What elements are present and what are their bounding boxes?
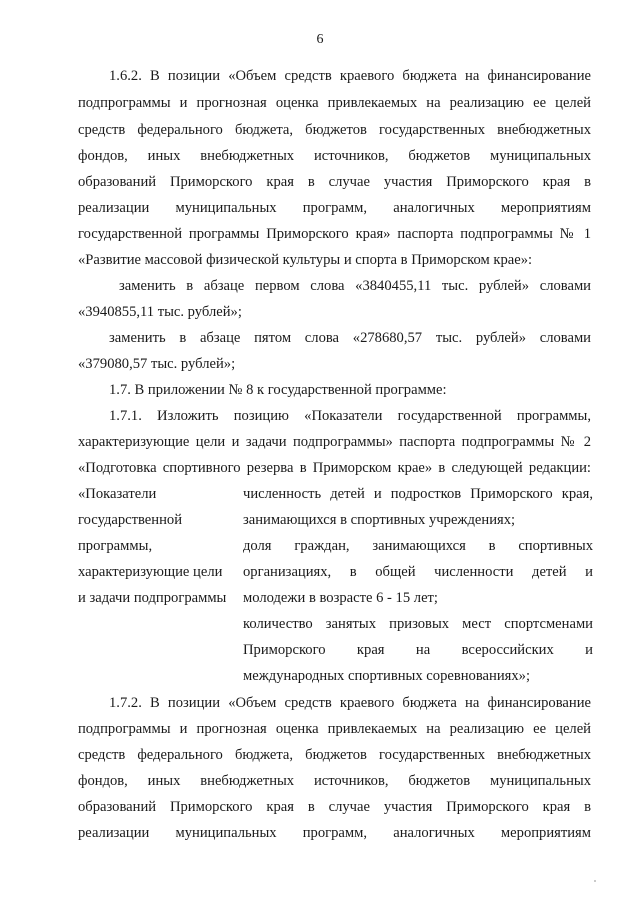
replacement-2-line: «379080,57 тыс. рублей»;	[78, 356, 236, 372]
paragraph-1-7-2-line: 1.7.2. В позиции «Объем средств краевого бюджета на финансирование	[109, 695, 591, 711]
paragraph-1-6-2-line: «Развитие массовой физической культуры и спорта в Приморском крае»:	[78, 252, 533, 268]
table-left-cell-line: программы,	[78, 538, 153, 554]
table-right-cell-line: доля граждан, занимающихся в спортивных	[243, 538, 593, 554]
paragraph-1-6-2-line: образований Приморского края в случае участия Приморского края в	[78, 174, 591, 190]
paragraph-1-7-2-line: фондов, иных внебюджетных источников, бюджетов муниципальных	[78, 773, 591, 789]
table-left-cell-line: и задачи подпрограммы	[78, 590, 227, 606]
table-left-cell-line: характеризующие цели	[78, 564, 223, 580]
table-right-cell-line: численность детей и подростков Приморского края,	[243, 486, 593, 502]
paragraph-1-6-2-line: реализации муниципальных программ, аналогичных мероприятиям	[78, 200, 591, 216]
paragraph-1-6-2-line: государственной программы Приморского края» паспорта подпрограммы № 1	[78, 226, 591, 242]
page-number: 6	[316, 32, 324, 47]
table-right-cell-line: Приморского края на всероссийских и	[243, 642, 593, 658]
replacement-1-line: заменить в абзаце первом слова «3840455,11 тыс. рублей» словами	[119, 278, 591, 294]
replacement-1-line: «3940855,11 тыс. рублей»;	[78, 304, 242, 320]
paragraph-1-7-1-line: «Подготовка спортивного резерва в Приморском крае» в следующей редакции:	[78, 460, 591, 476]
table-right-cell-line: количество занятых призовых мест спортсменами	[243, 616, 593, 632]
scan-speck	[594, 880, 596, 882]
paragraph-1-7-2-line: реализации муниципальных программ, аналогичных мероприятиям	[78, 825, 591, 841]
table-right-cell-line: занимающихся в спортивных учреждениях;	[243, 512, 516, 528]
table-right-cell-line: молодежи в возрасте 6 - 15 лет;	[243, 590, 438, 606]
table-right-cell-line: организациях, в общей численности детей и	[243, 564, 593, 580]
paragraph-1-7-2-line: образований Приморского края в случае участия Приморского края в	[78, 799, 591, 815]
table-left-cell-line: государственной	[78, 512, 183, 528]
paragraph-1-7-1-line: характеризующие цели и задачи подпрограммы» паспорта подпрограммы № 2	[78, 434, 591, 450]
replacement-2-line: заменить в абзаце пятом слова «278680,57 тыс. рублей» словами	[109, 330, 591, 346]
paragraph-1-6-2-line: фондов, иных внебюджетных источников, бюджетов муниципальных	[78, 148, 591, 164]
paragraph-1-6-2-line: подпрограммы и прогнозная оценка привлекаемых на реализацию ее целей	[78, 95, 591, 111]
paragraph-1-6-2-line: 1.6.2. В позиции «Объем средств краевого бюджета на финансирование	[109, 68, 591, 84]
paragraph-1-7-2-line: подпрограммы и прогнозная оценка привлекаемых на реализацию ее целей	[78, 721, 591, 737]
table-left-cell-line: «Показатели	[78, 486, 157, 502]
paragraph-1-6-2-line: средств федерального бюджета, бюджетов государственных внебюджетных	[78, 122, 591, 138]
paragraph-1-7-1-line: 1.7.1. Изложить позицию «Показатели государственной программы,	[109, 408, 591, 424]
paragraph-1-7: 1.7. В приложении № 8 к государственной программе:	[109, 382, 447, 398]
table-right-cell-line: международных спортивных соревнованиях»;	[243, 668, 530, 684]
paragraph-1-7-2-line: средств федерального бюджета, бюджетов государственных внебюджетных	[78, 747, 591, 763]
